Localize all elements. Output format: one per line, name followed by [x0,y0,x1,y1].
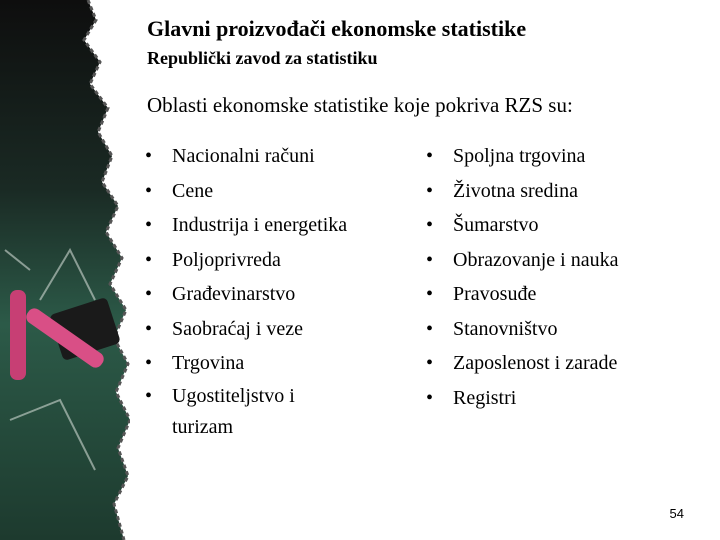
list-item: • Stanovništvo [426,312,686,347]
right-bullet-list [426,139,686,415]
list-item: • Nacionalni računi [145,139,385,174]
list-item: • Registri [426,381,686,416]
left-bullet-list [145,139,385,443]
list-item: • Spoljna trgovina [426,139,686,174]
list-item: • Šumarstvo [426,208,686,243]
list-item: • Ugostiteljstvo i turizam [145,381,342,443]
list-item: • Trgovina [145,346,385,381]
list-item: • Obrazovanje i nauka [426,243,686,278]
list-item: • Saobraćaj i veze [145,312,385,347]
list-item: • Građevinarstvo [145,277,385,312]
list-item: • Cene [145,174,385,209]
slide-subtitle: Republički zavod za statistiku [147,48,378,68]
list-item: • Zaposlenost i zarade [426,346,686,381]
page-number: 54 [669,506,684,521]
intro-text: Oblasti ekonomske statistike koje pokriva RZS su: [147,93,573,117]
list-item: • Poljoprivreda [145,243,385,278]
slide-title: Glavni proizvođači ekonomske statistike [147,16,527,41]
list-item: • Pravosuđe [426,277,686,312]
list-item: • Životna sredina [426,174,686,209]
list-item: • Industrija i energetika [145,208,385,243]
chalkboard-decoration [0,0,130,540]
